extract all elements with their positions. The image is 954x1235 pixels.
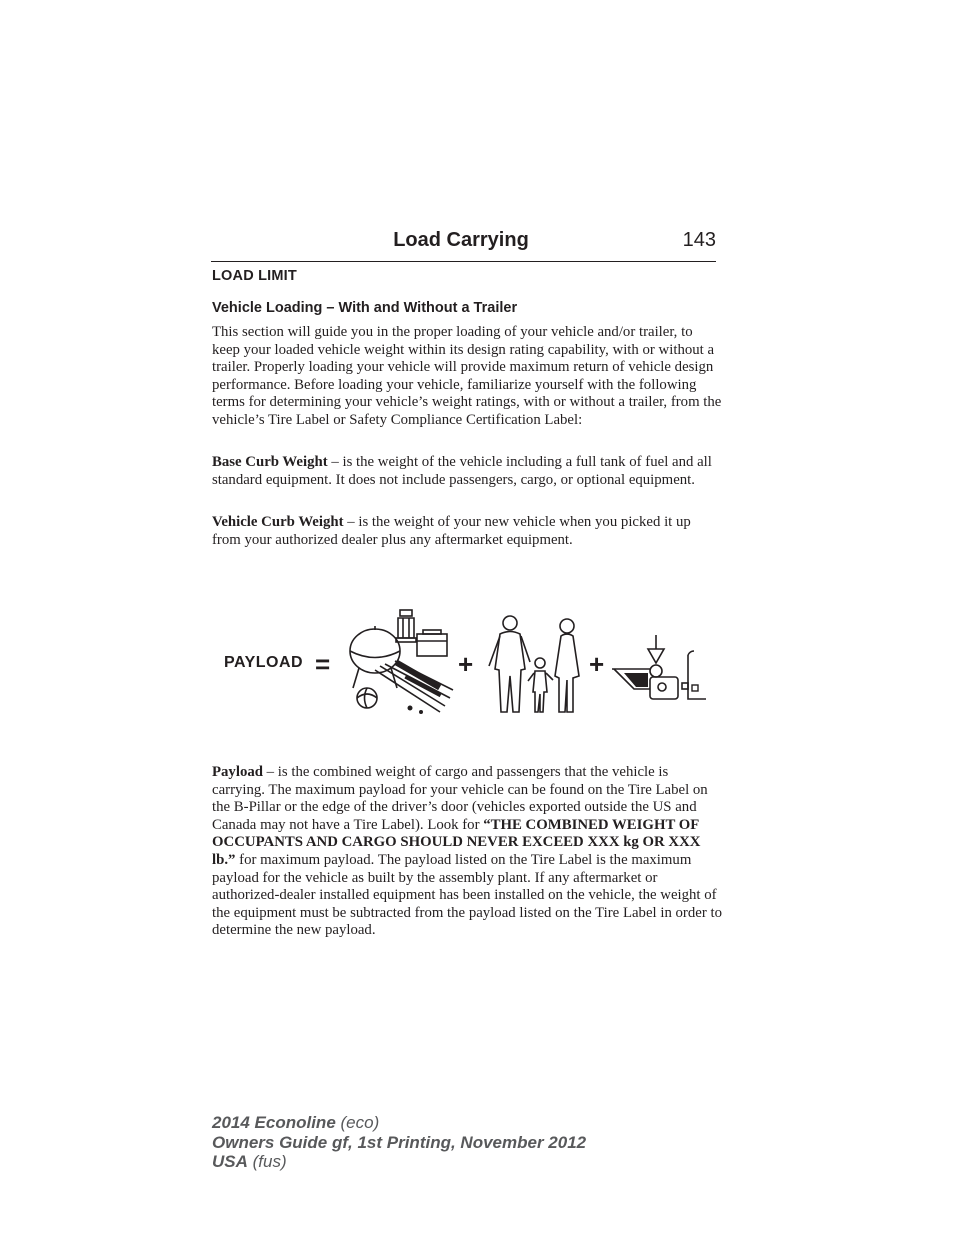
payload-illustration (220, 598, 710, 723)
intro-paragraph: This section will guide you in the proper loading of your vehicle and/or trailer, to keep your loaded vehicle weight within its design rating capability, with or without a trailer. Properly loading your vehicle will provide maximum return of vehicle design performance. Before loading your vehicle, familiarize yourself with the following terms for determining your vehicle’s weight ratings, with or without a trailer, from the vehicle’s Tire Label or Safety Compliance Certification Label: (212, 324, 722, 428)
payload-paragraph (212, 764, 722, 940)
payload-label: PAYLOAD (224, 654, 304, 671)
trailer-hitch-icon (610, 633, 706, 711)
base-curb-weight-definition: – is the weight of the vehicle including a full tank of fuel and all standard equipment. It does not include passengers, cargo, or optional equipment. (212, 454, 712, 488)
footer-guide-line: Owners Guide gf, 1st Printing, November 2012 (212, 1132, 587, 1152)
page-number: 143 (682, 229, 716, 251)
vehicle-curb-weight-term: Vehicle Curb Weight (212, 514, 344, 530)
page-footer (212, 1113, 586, 1172)
footer-model-code: (eco) (335, 1113, 380, 1132)
payload-term: Payload (212, 764, 263, 780)
vehicle-curb-weight-definition: – is the weight of your new vehicle when you picked it up from your authorized dealer plus any aftermarket equipment. (212, 514, 691, 548)
passengers-icon (485, 614, 585, 718)
equals-sign: = (315, 649, 331, 679)
footer-model-line (212, 1113, 586, 1133)
subsection-title: Vehicle Loading – With and Without a Trailer (212, 300, 518, 316)
footer-market-code: (fus) (247, 1152, 287, 1171)
section-title: LOAD LIMIT (212, 268, 297, 284)
plus-sign-1: + (458, 649, 474, 679)
base-curb-weight-term: Base Curb Weight (212, 454, 328, 470)
plus-sign-2: + (589, 649, 605, 679)
footer-model: 2014 Econoline (212, 1113, 336, 1132)
page-header (211, 229, 716, 262)
footer-market-line (212, 1152, 586, 1172)
cargo-icon (345, 606, 457, 718)
payload-label-quote: “THE COMBINED WEIGHT OF OCCUPANTS AND CARGO SHOULD NEVER EXCEED XXX kg OR XXX lb.” (212, 816, 701, 868)
payload-definition-1: – is the combined weight of cargo and passengers that the vehicle is carrying. The maximum payload for your vehicle can be found on the Tire Label on the B-Pillar or the edge of the driver’s door (vehicles exported outside the US and Canada may not have a Tire Label). Look for (212, 764, 708, 833)
chapter-title: Load Carrying (393, 229, 529, 251)
base-curb-weight-paragraph (212, 454, 722, 489)
footer-market: USA (212, 1152, 248, 1171)
vehicle-curb-weight-paragraph (212, 514, 722, 549)
payload-definition-2: for maximum payload. The payload listed on the Tire Label is the maximum payload for the vehicle as built by the assembly plant. If any aftermarket or authorized-dealer installed equipment has been installed on the vehicle, the weight of the equipment must be subtracted from the payload listed on the Tire Label in order to determine the new payload. (212, 851, 722, 939)
